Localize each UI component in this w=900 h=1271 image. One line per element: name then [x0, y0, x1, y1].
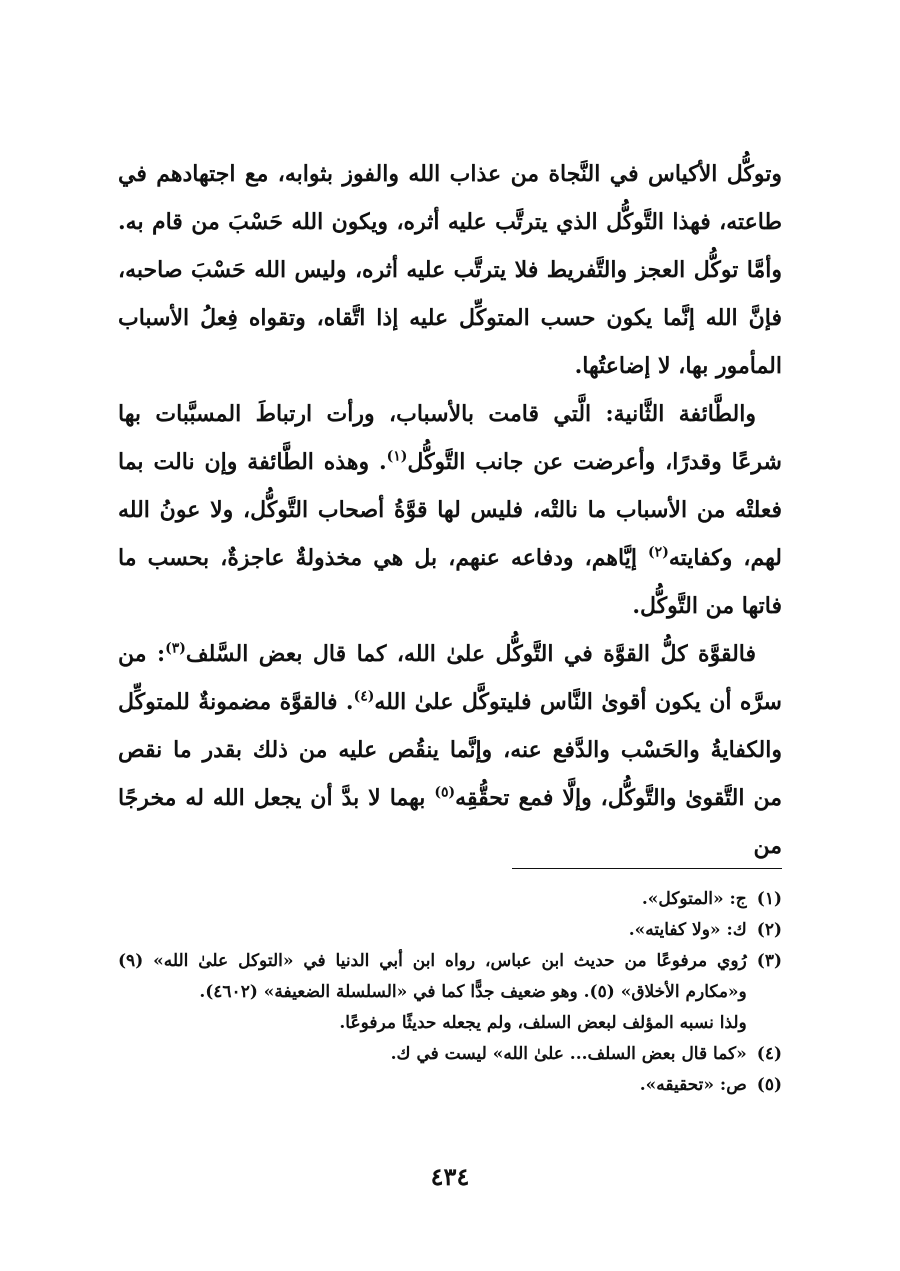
- footnote-line: ك: «ولا كفايته».: [628, 920, 747, 940]
- footnote-reference: (٥): [434, 784, 456, 801]
- paragraph-text: . وهذه الطَّائفة وإن نالت بما فعلتْه من الأسباب ما نالتْه، فليس لها قوَّةُ أصحاب التَّوكُّل، ولا عونُ الله لهم، وكفايته: [118, 449, 783, 571]
- footnote-reference: (١): [386, 448, 408, 465]
- footnote-reference: (٤): [353, 688, 375, 705]
- footnote-reference: (٣): [165, 640, 186, 657]
- paragraph: [118, 390, 782, 630]
- paragraph-text: وتوكُّل الأكياس في النَّجاة من عذاب الله والفوز بثوابه، مع اجتهادهم في طاعته، فهذا التَّوكُّل الذي يترتَّب عليه أثره، ويكون الله حَسْبَ من قام به. وأمَّا توكُّل العجز والتَّفريط فلا يترتَّب عليه أثره، وليس الله حَسْبَ صاحبه، فإنَّ الله إنَّما يكون حسب المتوكِّل عليه إذا اتَّقاه، وتقواه فِعلُ الأسباب المأمور بها، لا إضاعتُها.: [118, 161, 782, 379]
- paragraph-text: . فالقوَّة مضمونةٌ للمتوكِّل والكفايةُ والحَسْب والدَّفع عنه، وإنَّما ينقُص عليه من ذلك بقدر ما نقص من التَّقوىٰ والتَّوكُّل، وإلَّا فمع تحقُّقِه: [118, 689, 782, 811]
- footnote-text: [118, 884, 747, 915]
- paragraph: [118, 150, 782, 390]
- footnote: [118, 915, 782, 946]
- footnote-line: ص: «تحقيقه».: [639, 1075, 747, 1095]
- footnote-text: [118, 915, 747, 946]
- footnote: [118, 884, 782, 915]
- footnote-reference: (٢): [648, 544, 669, 561]
- paragraph-text: بهما لا بدَّ أن يجعل الله له مخرجًا من: [118, 785, 782, 859]
- footnote-line: ولذا نسبه المؤلف لبعض السلف، ولم يجعله حديثًا مرفوعًا.: [339, 1013, 747, 1033]
- main-text: [118, 150, 782, 870]
- footnote-text: [118, 1070, 747, 1101]
- paragraph-text: فالقوَّة كلُّ القوَّة في التَّوكُّل علىٰ الله، كما قال بعض السَّلف: [185, 641, 756, 667]
- footnote-text: [118, 1039, 747, 1070]
- footnotes: [118, 884, 782, 1101]
- footnote-number: (٢): [756, 920, 782, 940]
- footnote-number: (١): [756, 889, 782, 909]
- page-number: ٤٣٤: [430, 1162, 470, 1191]
- footnote-number: (٥): [756, 1075, 782, 1095]
- paragraph-text: : من سرَّه أن يكون أقوىٰ النَّاس فليتوكَّل علىٰ الله: [118, 641, 782, 715]
- footnote-line: «كما قال بعض السلف... علىٰ الله» ليست في ك.: [390, 1044, 747, 1064]
- footnote-text: [118, 946, 747, 1039]
- footnote: [118, 1070, 782, 1101]
- paragraph: [118, 630, 782, 870]
- paragraph-text: إيَّاهم، ودفاعه عنهم، بل هي مخذولةٌ عاجزةٌ، بحسب ما فاتها من التَّوكُّل.: [118, 545, 782, 619]
- footnote: [118, 946, 782, 1039]
- footnote: [118, 1039, 782, 1070]
- footnote-line: رُوي مرفوعًا من حديث ابن عباس، رواه ابن أبي الدنيا في «التوكل علىٰ الله» (٩) و«مكارم الأخلاق» (٥). وهو ضعيف جدًّا كما في «السلسلة الضعيفة» (٤٦٠٢).: [118, 951, 747, 1002]
- paragraph-text: والطَّائفة الثَّانية: الَّتي قامت بالأسباب، ورأت ارتباطَ المسبَّبات بها شرعًا وقدرًا، وأعرضت عن جانب التَّوكُّل: [118, 401, 782, 475]
- footnote-number: (٤): [756, 1044, 782, 1064]
- footnote-line: ج: «المتوكل».: [641, 889, 747, 909]
- footnote-number: (٣): [756, 951, 782, 971]
- footnote-separator: [512, 868, 782, 869]
